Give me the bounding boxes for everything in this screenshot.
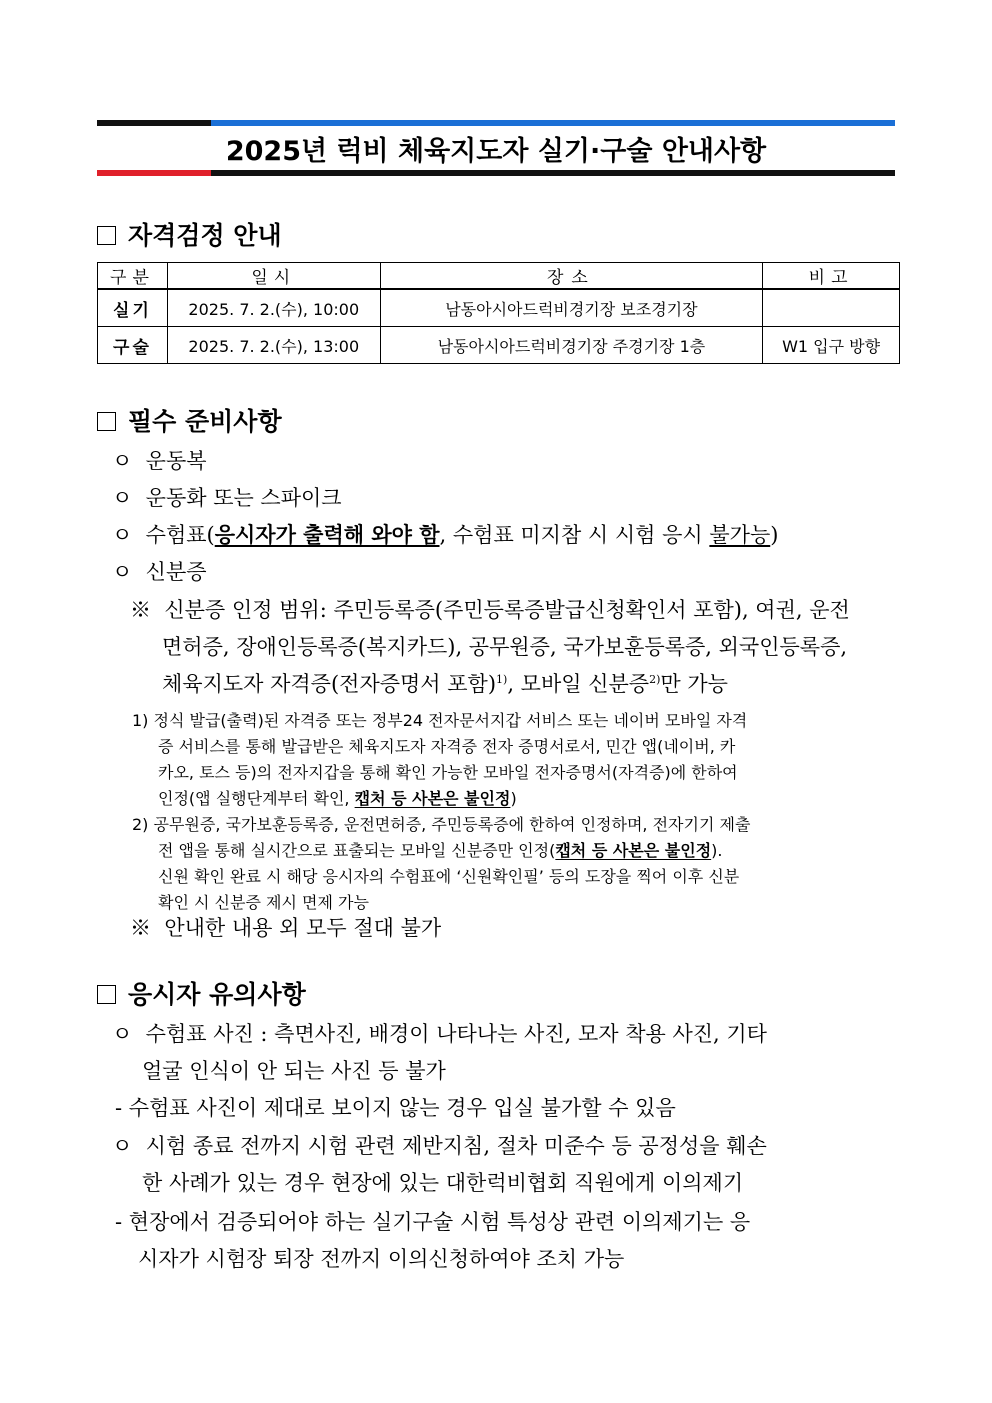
row-note: W1 입구 방향 xyxy=(763,327,900,364)
page-title: 2025년 럭비 체육지도자 실기·구술 안내사항 xyxy=(225,135,767,167)
list-item: ㅇ 수험표 사진 : 측면사진, 배경이 나타나는 사진, 모자 착용 사진, 기타 xyxy=(112,1022,767,1046)
table-row xyxy=(98,327,900,364)
sub-item: - 현장에서 검증되어야 하는 실기구술 시험 특성상 관련 이의제기는 응 xyxy=(115,1210,751,1234)
section-required-heading: 필수 준비사항 xyxy=(97,402,282,438)
emphasis-text: 캡처 등 사본은 불인정 xyxy=(354,789,511,808)
note-mark-icon: ※ xyxy=(130,916,151,940)
table-header-row xyxy=(98,263,900,290)
footnote-line: 카오, 토스 등)의 전자지갑을 통해 확인 가능한 모바일 전자증명서(자격증)에 한하여 xyxy=(158,763,738,782)
footnote-1: 1) 정식 발급(출력)된 자격증 또는 정부24 전자문서지갑 서비스 또는 네이버 모바일 자격 xyxy=(132,711,748,730)
emphasis-text: 캡처 등 사본은 불인정 xyxy=(555,841,712,860)
sub-item: - 수험표 사진이 제대로 보이지 않는 경우 입실 불가할 수 있음 xyxy=(115,1096,676,1120)
list-item: ㅇ 운동화 또는 스파이크 xyxy=(112,486,342,510)
bullet-icon: ㅇ xyxy=(112,1022,133,1046)
bullet-icon: ㅇ xyxy=(112,449,133,473)
list-item: ㅇ 신분증 xyxy=(112,560,207,584)
row-datetime: 2025. 7. 2.(수), 13:00 xyxy=(167,327,380,364)
footnote-ref: 2) xyxy=(649,673,661,686)
footnote-line: 증 서비스를 통해 발급받은 체육지도자 자격증 전자 증명서로서, 민간 앱(네이버, 카 xyxy=(158,737,736,756)
section-exam-info-heading: 자격검정 안내 xyxy=(97,216,282,252)
header-place: 장소 xyxy=(380,263,762,290)
footnote-line: 확인 시 신분증 제시 면제 가능 xyxy=(158,893,369,912)
list-item: ㅇ 시험 종료 전까지 시험 관련 제반지침, 절차 미준수 등 공정성을 훼손 xyxy=(112,1134,767,1158)
table-row xyxy=(98,289,900,327)
row-category: 실기 xyxy=(98,289,168,327)
section-cautions-heading: 응시자 유의사항 xyxy=(97,975,306,1011)
row-category: 구술 xyxy=(98,327,168,364)
header-category: 구분 xyxy=(98,263,168,290)
list-item: ㅇ 운동복 xyxy=(112,449,207,473)
title-bottom-rule xyxy=(97,170,895,176)
header-datetime: 일시 xyxy=(167,263,380,290)
row-place: 남동아시아드럭비경기장 보조경기장 xyxy=(380,289,762,327)
row-place: 남동아시아드럭비경기장 주경기장 1층 xyxy=(380,327,762,364)
bullet-icon: ㅇ xyxy=(112,523,133,547)
id-scope-note: ※ 신분증 인정 범위: 주민등록증(주민등록증발급신청확인서 포함), 여권, 운전 xyxy=(130,598,850,622)
list-item: ㅇ 수험표(응시자가 출력해 와야 함, 수험표 미지참 시 시험 응시 불가능) xyxy=(112,522,779,547)
footnote-ref: 1) xyxy=(496,673,508,686)
emphasis-text: 응시자가 출력해 와야 함 xyxy=(214,522,440,547)
checkbox-icon xyxy=(97,412,116,431)
bullet-icon: ㅇ xyxy=(112,560,133,584)
checkbox-icon xyxy=(97,226,116,245)
footnote-line: 전 앱을 통해 실시간으로 표출되는 모바일 신분증만 인정(캡처 등 사본은 불인정). xyxy=(158,841,723,860)
sub-item-line: 시자가 시험장 퇴장 전까지 이의신청하여야 조치 가능 xyxy=(138,1247,625,1271)
row-note xyxy=(763,289,900,327)
note-mark-icon: ※ xyxy=(130,598,151,622)
footnote-2: 2) 공무원증, 국가보훈등록증, 운전면허증, 주민등록증에 한하여 인정하며, 전자기기 제출 xyxy=(132,815,751,834)
id-scope-note-line: 면허증, 장애인등록증(복지카드), 공무원증, 국가보훈등록증, 외국인등록증, xyxy=(162,635,848,659)
title-banner xyxy=(97,120,895,176)
list-item-line: 얼굴 인식이 안 되는 사진 등 불가 xyxy=(142,1059,446,1083)
bullet-icon: ㅇ xyxy=(112,486,133,510)
dash-icon: - xyxy=(115,1096,123,1120)
footnote-line: 신원 확인 완료 시 해당 응시자의 수험표에 ‘신원확인필’ 등의 도장을 찍어 이후 신분 xyxy=(158,867,740,886)
footnote-line: 인정(앱 실행단계부터 확인, 캡처 등 사본은 불인정) xyxy=(158,789,517,808)
final-note: ※ 안내한 내용 외 모두 절대 불가 xyxy=(130,916,442,940)
header-note: 비고 xyxy=(763,263,900,290)
dash-icon: - xyxy=(115,1210,123,1234)
list-item-line: 한 사례가 있는 경우 현장에 있는 대한럭비협회 직원에게 이의제기 xyxy=(142,1171,744,1195)
checkbox-icon xyxy=(97,985,116,1004)
emphasis-text: 불가능 xyxy=(709,523,771,547)
bullet-icon: ㅇ xyxy=(112,1134,133,1158)
id-scope-note-line: 체육지도자 자격증(전자증명서 포함)$^{1)}$, 모바일 신분증$^{2)}$만 가능 xyxy=(162,672,728,696)
schedule-table xyxy=(97,262,900,364)
row-datetime: 2025. 7. 2.(수), 10:00 xyxy=(167,289,380,327)
